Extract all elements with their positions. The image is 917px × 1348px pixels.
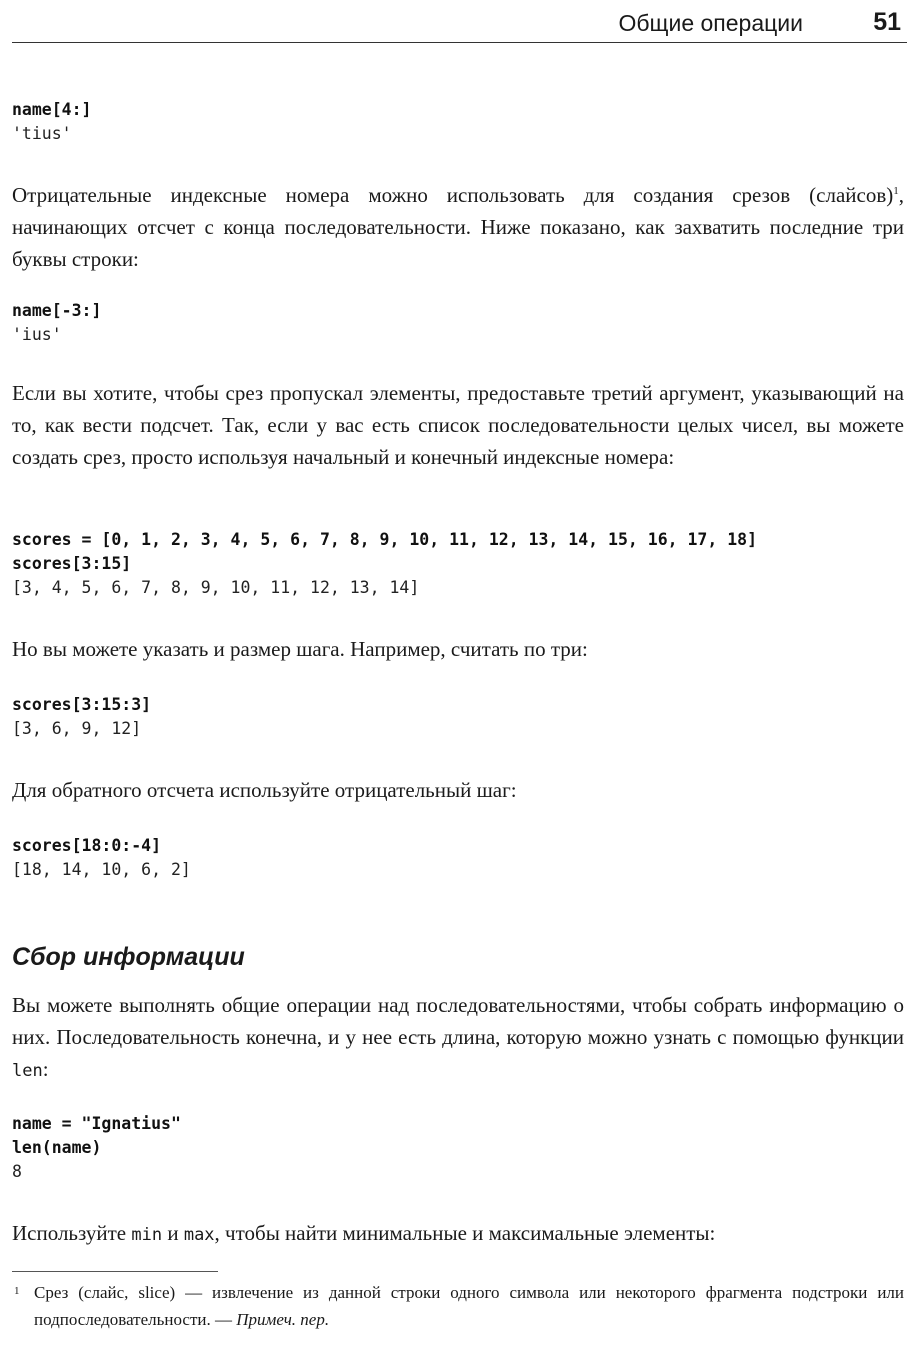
code-input: len(name) [12,1138,102,1157]
footnote [12,1279,904,1333]
footnote-reference: 1 [893,185,899,197]
paragraph-5 [12,989,904,1087]
paragraph-3: Но вы можете указать и размер шага. Например, считать по три: [12,637,588,661]
code-input: scores = [0, 1, 2, 3, 4, 5, 6, 7, 8, 9, 10, 11, 12, 13, 14, 15, 16, 17, 18] [12,530,758,549]
code-block-6 [12,1112,181,1184]
paragraph-2: Если вы хотите, чтобы срез пропускал элементы, предоставьте третий аргумент, указывающий на то, как вести подсчет. Так, если у вас есть список последовательности целых чисел, вы можете создать срез, просто используя начальный и конечный индексные номера: [12,381,904,469]
paragraph-text: Используйте [12,1221,132,1245]
paragraph-text: , чтобы найти минимальные и максимальные элементы: [214,1221,716,1245]
code-block-4 [12,693,151,741]
code-input: scores[3:15] [12,554,132,573]
paragraph-text: и [162,1221,184,1245]
code-block-3 [12,528,757,600]
code-output: [3, 6, 9, 12] [12,719,142,738]
code-output: [18, 14, 10, 6, 2] [12,860,191,879]
paragraph-text: Вы можете выполнять общие операции над последовательностями, чтобы собрать информацию о них. Последовательность конечна, и у нее есть длина, которую можно узнать с помощью функции [12,993,904,1049]
code-input: name[4:] [12,100,92,119]
code-output: 8 [12,1162,22,1181]
paragraph-1 [12,179,904,275]
paragraph-6 [12,1217,904,1251]
code-output: 'tius' [12,124,72,143]
code-input: scores[18:0:-4] [12,836,162,855]
running-title: Общие операции [618,10,803,36]
translator-note: Примеч. пер. [236,1310,330,1329]
inline-code: min [131,1225,163,1245]
page-number: 51 [873,8,901,36]
footnote-mark: 1 [14,1285,20,1297]
paragraph-text: : [42,1057,49,1081]
code-output: [3, 4, 5, 6, 7, 8, 9, 10, 11, 12, 13, 14] [12,578,420,597]
section-heading: Сбор информации [12,943,245,971]
inline-code: max [183,1225,215,1245]
paragraph-text: Отрицательные индексные номера можно использовать для создания срезов (слайсов) [12,183,894,207]
code-block-1 [12,98,91,146]
paragraph-4: Для обратного отсчета используйте отрицательный шаг: [12,778,517,802]
footnote-text: Срез (слайс, slice) — извлечение из данной строки одного символа или некоторого фрагмента подстроки или подпоследовательности. — [34,1283,904,1329]
code-input: name[-3:] [12,301,102,320]
inline-code: len [12,1061,43,1081]
footnote-divider [12,1271,218,1272]
footnote-body [12,1279,904,1333]
code-block-2 [12,299,101,347]
code-output: 'ius' [12,325,62,344]
code-block-5 [12,834,191,882]
paragraph-text: , начинающих отсчет с конца последовательности. Ниже показано, как захватить последние три буквы строки: [12,183,904,271]
page-header [12,0,907,43]
code-input: scores[3:15:3] [12,695,152,714]
code-input: name = "Ignatius" [12,1114,181,1133]
